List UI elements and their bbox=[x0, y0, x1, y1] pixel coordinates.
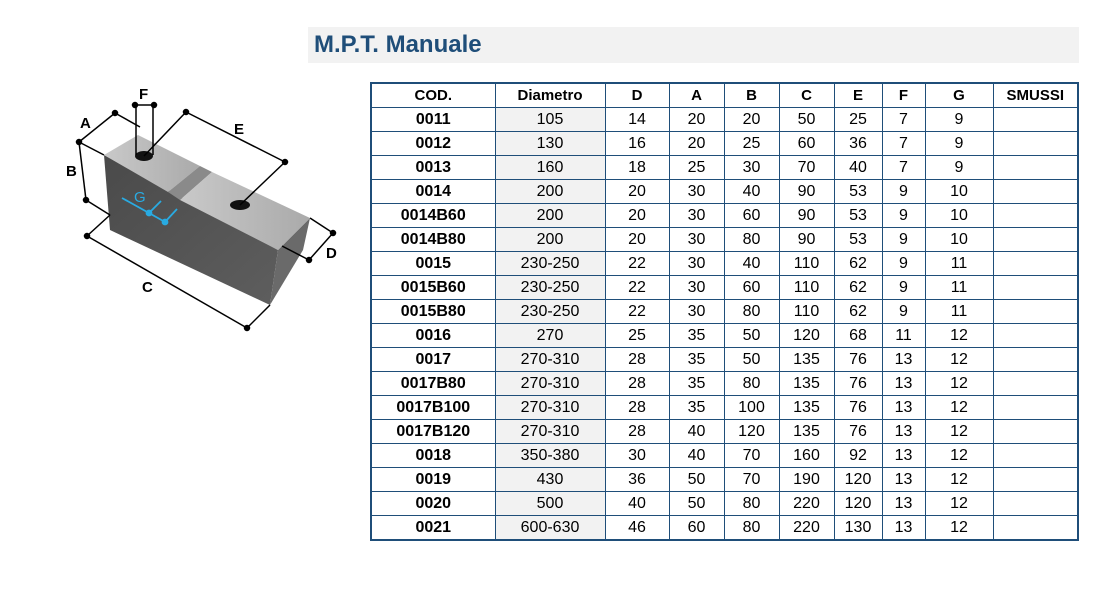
cell-diametro: 270 bbox=[495, 324, 605, 348]
cell-g: 12 bbox=[925, 324, 993, 348]
cell-b: 70 bbox=[724, 468, 779, 492]
cell-b: 70 bbox=[724, 444, 779, 468]
table-row bbox=[371, 444, 1078, 468]
page-title: M.P.T. Manuale bbox=[314, 31, 482, 58]
table-row bbox=[371, 276, 1078, 300]
cell-d: 28 bbox=[605, 396, 669, 420]
cell-diametro: 600-630 bbox=[495, 516, 605, 541]
cell-smussi bbox=[993, 396, 1078, 420]
cell-c: 135 bbox=[779, 348, 834, 372]
column-header: C bbox=[779, 83, 834, 108]
cell-a: 50 bbox=[669, 468, 724, 492]
header-row bbox=[371, 83, 1078, 108]
column-header: B bbox=[724, 83, 779, 108]
cell-e: 76 bbox=[834, 372, 882, 396]
cell-c: 220 bbox=[779, 492, 834, 516]
cell-diametro: 430 bbox=[495, 468, 605, 492]
column-header: F bbox=[882, 83, 925, 108]
cell-a: 60 bbox=[669, 516, 724, 541]
table-row bbox=[371, 228, 1078, 252]
cell-g: 12 bbox=[925, 492, 993, 516]
cell-d: 36 bbox=[605, 468, 669, 492]
cell-e: 53 bbox=[834, 204, 882, 228]
cell-cod: 0012 bbox=[371, 132, 495, 156]
cell-diametro: 270-310 bbox=[495, 420, 605, 444]
cell-c: 220 bbox=[779, 516, 834, 541]
label-b: B bbox=[66, 163, 77, 180]
cell-d: 20 bbox=[605, 204, 669, 228]
cell-cod: 0014 bbox=[371, 180, 495, 204]
cell-smussi bbox=[993, 492, 1078, 516]
cell-cod: 0021 bbox=[371, 516, 495, 541]
cell-f: 7 bbox=[882, 108, 925, 132]
cell-e: 92 bbox=[834, 444, 882, 468]
cell-d: 40 bbox=[605, 492, 669, 516]
cell-cod: 0014B60 bbox=[371, 204, 495, 228]
column-header: E bbox=[834, 83, 882, 108]
cell-c: 110 bbox=[779, 276, 834, 300]
cell-d: 22 bbox=[605, 252, 669, 276]
cell-f: 9 bbox=[882, 204, 925, 228]
table-row bbox=[371, 348, 1078, 372]
cell-d: 20 bbox=[605, 180, 669, 204]
cell-smussi bbox=[993, 252, 1078, 276]
cell-cod: 0015 bbox=[371, 252, 495, 276]
label-e: E bbox=[234, 121, 245, 138]
cell-g: 10 bbox=[925, 228, 993, 252]
cell-d: 30 bbox=[605, 444, 669, 468]
cell-f: 13 bbox=[882, 516, 925, 541]
cell-c: 50 bbox=[779, 108, 834, 132]
cell-c: 90 bbox=[779, 204, 834, 228]
cell-smussi bbox=[993, 372, 1078, 396]
cell-b: 30 bbox=[724, 156, 779, 180]
cell-a: 30 bbox=[669, 204, 724, 228]
cell-c: 90 bbox=[779, 228, 834, 252]
cell-d: 28 bbox=[605, 372, 669, 396]
cell-smussi bbox=[993, 276, 1078, 300]
cell-d: 16 bbox=[605, 132, 669, 156]
cell-diametro: 270-310 bbox=[495, 396, 605, 420]
label-f: F bbox=[139, 86, 149, 103]
cell-f: 13 bbox=[882, 348, 925, 372]
cell-smussi bbox=[993, 444, 1078, 468]
cell-diametro: 350-380 bbox=[495, 444, 605, 468]
cell-d: 20 bbox=[605, 228, 669, 252]
cell-cod: 0017B100 bbox=[371, 396, 495, 420]
cell-b: 60 bbox=[724, 276, 779, 300]
cell-smussi bbox=[993, 108, 1078, 132]
table-row bbox=[371, 252, 1078, 276]
table-row bbox=[371, 396, 1078, 420]
cell-g: 12 bbox=[925, 420, 993, 444]
cell-f: 9 bbox=[882, 252, 925, 276]
cell-a: 35 bbox=[669, 372, 724, 396]
cell-e: 120 bbox=[834, 492, 882, 516]
cell-e: 25 bbox=[834, 108, 882, 132]
cell-g: 12 bbox=[925, 348, 993, 372]
cell-b: 80 bbox=[724, 300, 779, 324]
cell-b: 120 bbox=[724, 420, 779, 444]
cell-a: 30 bbox=[669, 180, 724, 204]
cell-diametro: 230-250 bbox=[495, 276, 605, 300]
cell-cod: 0016 bbox=[371, 324, 495, 348]
cell-cod: 0013 bbox=[371, 156, 495, 180]
cell-d: 25 bbox=[605, 324, 669, 348]
cell-cod: 0017 bbox=[371, 348, 495, 372]
cell-b: 80 bbox=[724, 492, 779, 516]
cell-diametro: 500 bbox=[495, 492, 605, 516]
cell-a: 50 bbox=[669, 492, 724, 516]
cell-a: 35 bbox=[669, 396, 724, 420]
jaw-diagram bbox=[60, 80, 360, 340]
cell-f: 9 bbox=[882, 300, 925, 324]
cell-cod: 0017B80 bbox=[371, 372, 495, 396]
table-row bbox=[371, 468, 1078, 492]
cell-g: 10 bbox=[925, 204, 993, 228]
cell-b: 20 bbox=[724, 108, 779, 132]
cell-c: 120 bbox=[779, 324, 834, 348]
cell-b: 25 bbox=[724, 132, 779, 156]
cell-smussi bbox=[993, 228, 1078, 252]
table-row bbox=[371, 516, 1078, 541]
cell-cod: 0014B80 bbox=[371, 228, 495, 252]
cell-f: 13 bbox=[882, 372, 925, 396]
cell-a: 20 bbox=[669, 108, 724, 132]
cell-f: 7 bbox=[882, 156, 925, 180]
cell-c: 190 bbox=[779, 468, 834, 492]
cell-cod: 0015B80 bbox=[371, 300, 495, 324]
cell-b: 50 bbox=[724, 324, 779, 348]
cell-g: 12 bbox=[925, 396, 993, 420]
cell-smussi bbox=[993, 348, 1078, 372]
cell-g: 12 bbox=[925, 516, 993, 541]
cell-a: 30 bbox=[669, 228, 724, 252]
cell-f: 13 bbox=[882, 492, 925, 516]
cell-c: 135 bbox=[779, 396, 834, 420]
cell-g: 10 bbox=[925, 180, 993, 204]
cell-f: 11 bbox=[882, 324, 925, 348]
cell-smussi bbox=[993, 156, 1078, 180]
cell-diametro: 160 bbox=[495, 156, 605, 180]
cell-f: 13 bbox=[882, 396, 925, 420]
table-row bbox=[371, 180, 1078, 204]
cell-smussi bbox=[993, 132, 1078, 156]
cell-c: 60 bbox=[779, 132, 834, 156]
cell-smussi bbox=[993, 516, 1078, 541]
cell-g: 12 bbox=[925, 444, 993, 468]
cell-a: 20 bbox=[669, 132, 724, 156]
cell-smussi bbox=[993, 300, 1078, 324]
cell-f: 13 bbox=[882, 468, 925, 492]
cell-e: 76 bbox=[834, 348, 882, 372]
column-header: Diametro bbox=[495, 83, 605, 108]
cell-e: 76 bbox=[834, 396, 882, 420]
cell-e: 53 bbox=[834, 180, 882, 204]
cell-d: 22 bbox=[605, 300, 669, 324]
cell-e: 40 bbox=[834, 156, 882, 180]
cell-b: 40 bbox=[724, 180, 779, 204]
cell-d: 22 bbox=[605, 276, 669, 300]
cell-cod: 0019 bbox=[371, 468, 495, 492]
cell-g: 12 bbox=[925, 372, 993, 396]
cell-diametro: 270-310 bbox=[495, 372, 605, 396]
label-g: G bbox=[134, 189, 146, 206]
cell-c: 70 bbox=[779, 156, 834, 180]
cell-d: 28 bbox=[605, 420, 669, 444]
cell-smussi bbox=[993, 324, 1078, 348]
table-row bbox=[371, 372, 1078, 396]
cell-c: 90 bbox=[779, 180, 834, 204]
column-header: A bbox=[669, 83, 724, 108]
cell-b: 80 bbox=[724, 372, 779, 396]
column-header: D bbox=[605, 83, 669, 108]
cell-b: 40 bbox=[724, 252, 779, 276]
cell-g: 9 bbox=[925, 108, 993, 132]
cell-smussi bbox=[993, 180, 1078, 204]
table-row bbox=[371, 204, 1078, 228]
cell-e: 68 bbox=[834, 324, 882, 348]
cell-a: 25 bbox=[669, 156, 724, 180]
cell-a: 35 bbox=[669, 324, 724, 348]
column-header: G bbox=[925, 83, 993, 108]
table-row bbox=[371, 132, 1078, 156]
table-row bbox=[371, 156, 1078, 180]
cell-g: 9 bbox=[925, 132, 993, 156]
label-a: A bbox=[80, 115, 91, 132]
specs-table bbox=[370, 82, 1079, 541]
cell-f: 9 bbox=[882, 228, 925, 252]
cell-smussi bbox=[993, 204, 1078, 228]
cell-diametro: 230-250 bbox=[495, 252, 605, 276]
cell-diametro: 270-310 bbox=[495, 348, 605, 372]
cell-d: 46 bbox=[605, 516, 669, 541]
cell-e: 36 bbox=[834, 132, 882, 156]
cell-d: 18 bbox=[605, 156, 669, 180]
table-row bbox=[371, 492, 1078, 516]
cell-cod: 0015B60 bbox=[371, 276, 495, 300]
table-row bbox=[371, 324, 1078, 348]
cell-f: 9 bbox=[882, 276, 925, 300]
cell-g: 12 bbox=[925, 468, 993, 492]
cell-a: 30 bbox=[669, 300, 724, 324]
cell-f: 13 bbox=[882, 420, 925, 444]
cell-g: 11 bbox=[925, 252, 993, 276]
cell-g: 11 bbox=[925, 300, 993, 324]
cell-c: 135 bbox=[779, 420, 834, 444]
cell-b: 80 bbox=[724, 516, 779, 541]
column-header: SMUSSI bbox=[993, 83, 1078, 108]
cell-e: 62 bbox=[834, 252, 882, 276]
cell-f: 7 bbox=[882, 132, 925, 156]
cell-smussi bbox=[993, 420, 1078, 444]
cell-diametro: 105 bbox=[495, 108, 605, 132]
cell-e: 62 bbox=[834, 300, 882, 324]
table-row bbox=[371, 300, 1078, 324]
cell-diametro: 200 bbox=[495, 204, 605, 228]
cell-g: 9 bbox=[925, 156, 993, 180]
cell-diametro: 200 bbox=[495, 180, 605, 204]
cell-cod: 0017B120 bbox=[371, 420, 495, 444]
cell-diametro: 230-250 bbox=[495, 300, 605, 324]
table-row bbox=[371, 108, 1078, 132]
cell-a: 40 bbox=[669, 420, 724, 444]
cell-a: 35 bbox=[669, 348, 724, 372]
cell-e: 62 bbox=[834, 276, 882, 300]
cell-diametro: 130 bbox=[495, 132, 605, 156]
label-c: C bbox=[142, 279, 153, 296]
column-header: COD. bbox=[371, 83, 495, 108]
label-d: D bbox=[326, 245, 337, 262]
cell-b: 80 bbox=[724, 228, 779, 252]
cell-c: 160 bbox=[779, 444, 834, 468]
cell-b: 50 bbox=[724, 348, 779, 372]
title-bar bbox=[308, 27, 1079, 63]
cell-d: 14 bbox=[605, 108, 669, 132]
cell-f: 13 bbox=[882, 444, 925, 468]
cell-b: 60 bbox=[724, 204, 779, 228]
cell-diametro: 200 bbox=[495, 228, 605, 252]
cell-c: 110 bbox=[779, 252, 834, 276]
cell-e: 76 bbox=[834, 420, 882, 444]
cell-f: 9 bbox=[882, 180, 925, 204]
cell-cod: 0011 bbox=[371, 108, 495, 132]
cell-e: 53 bbox=[834, 228, 882, 252]
cell-d: 28 bbox=[605, 348, 669, 372]
cell-c: 135 bbox=[779, 372, 834, 396]
cell-a: 30 bbox=[669, 276, 724, 300]
cell-a: 30 bbox=[669, 252, 724, 276]
cell-cod: 0020 bbox=[371, 492, 495, 516]
cell-c: 110 bbox=[779, 300, 834, 324]
cell-cod: 0018 bbox=[371, 444, 495, 468]
cell-a: 40 bbox=[669, 444, 724, 468]
cell-g: 11 bbox=[925, 276, 993, 300]
table-row bbox=[371, 420, 1078, 444]
cell-e: 120 bbox=[834, 468, 882, 492]
cell-e: 130 bbox=[834, 516, 882, 541]
cell-smussi bbox=[993, 468, 1078, 492]
cell-b: 100 bbox=[724, 396, 779, 420]
